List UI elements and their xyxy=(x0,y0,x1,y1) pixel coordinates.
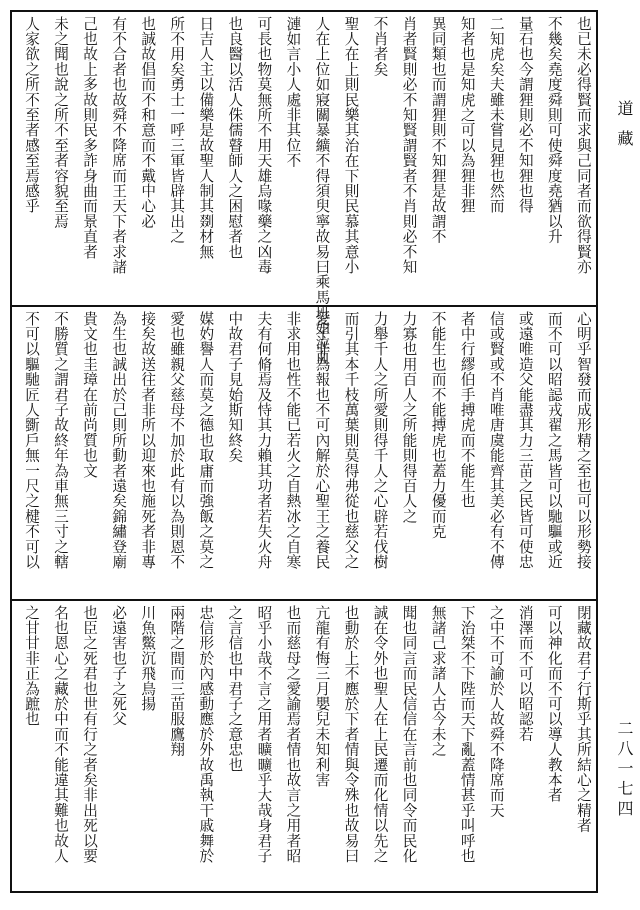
text-column: 不肖者矣 xyxy=(371,16,389,77)
text-column: 日吉人主以備樂是故聖人制其剟材無 xyxy=(197,16,215,260)
text-column: 可以神化而不可以導人教本者 xyxy=(545,605,563,803)
text-column: 聖人在上則民樂其治在下則民慕其意小 xyxy=(342,16,360,275)
text-column: 夫有何脩焉及恃其力賴其功者若失火舟 xyxy=(255,311,273,570)
text-column: 人家欲之所不至者感至焉感乎 xyxy=(23,16,40,214)
text-column: 消澤而不可以昭認若 xyxy=(516,605,534,742)
text-column: 川魚鱉沉飛鳥揚 xyxy=(139,605,157,712)
text-panel-middle xyxy=(12,305,596,599)
text-panel-bottom xyxy=(12,599,596,891)
column-group xyxy=(18,16,592,366)
text-column: 人在上位如寢關暴纊不得須臾寧故易曰乘馬班如泣血 xyxy=(313,16,331,366)
text-column: 閉藏故君子行斯乎其所結心之精者 xyxy=(574,605,592,833)
text-column: 貴文也圭璋在前尚質也文 xyxy=(81,311,99,479)
text-column: 非求用也性不能已若火之自熱冰之自寒 xyxy=(284,311,302,570)
text-column: 也臣之死君也世有行之者矣非出死以要 xyxy=(81,605,99,864)
text-column: 肖者賢則必不知賢謂賢者不肖則必不知 xyxy=(400,16,418,275)
column-group xyxy=(18,311,590,595)
text-column: 信或賢或不肖唯唐虞能齊其美必有不傳 xyxy=(487,311,505,570)
text-column: 不能生也而不能搏虎也蓋力優而克 xyxy=(429,311,447,539)
text-column: 有不合者也故舜不降席而王天下者求諸 xyxy=(110,16,128,275)
text-panel-top xyxy=(12,12,596,366)
text-column: 而引其本千枝萬葉則莫得弗從也慈父之 xyxy=(342,311,360,570)
text-column: 也良醫以活人侏儒瞽師人之困慰者也 xyxy=(226,16,244,260)
text-column: 者中行繆伯手搏虎而不能生也 xyxy=(458,311,476,509)
text-column: 力寡也用百人之所能則得百人之 xyxy=(400,311,418,524)
column-group xyxy=(18,605,590,887)
text-column: 之言信也中君子之意忠也 xyxy=(226,605,244,773)
text-column: 為生也誠出於己則所動者遠矣錦繡登廟 xyxy=(110,311,128,570)
collection-title: 道藏 xyxy=(615,100,634,160)
text-column: 兩階之間而三苗服鷹翔 xyxy=(168,605,186,757)
text-column: 不幾矣堯度舜則可使舜度堯猶以升 xyxy=(545,16,563,244)
text-column: 未之聞也說之所不至者容貌至焉 xyxy=(52,16,70,229)
text-column: 下治桀不下陛而天下亂蓋情甚乎叫呼也 xyxy=(458,605,476,864)
text-column: 心明乎智發而成形精之至也可以形勢接 xyxy=(574,311,592,570)
text-column: 也動於上不應於下者情與令殊也故易曰 xyxy=(342,605,360,864)
text-column: 己也故上多故則民多詐身曲而景直者 xyxy=(81,16,99,260)
text-column: 量石也今謂狸則必不知狸也得 xyxy=(516,16,534,214)
text-column: 異同類也而謂狸則不知狸是故謂不 xyxy=(429,16,447,244)
text-column: 之中不可諭於人故舜不降席而天 xyxy=(487,605,505,818)
text-column: 誠在令外也聖人在上民遷而化情以先之 xyxy=(371,605,389,864)
text-column: 或遠唯造父能盡其力三苗之民皆可使忠 xyxy=(516,311,534,570)
text-column: 而不可以昭誋戎翟之馬皆可以馳驅或近 xyxy=(545,311,563,570)
text-column: 接矣故送往者非所以迎來也施死者非專 xyxy=(139,311,157,570)
text-column: 也誠故倡而不和意而不戴中心必 xyxy=(139,16,157,229)
text-column: 力舉千人之所愛則得千人之心辟若伐樹 xyxy=(371,311,389,570)
page-frame xyxy=(10,10,598,893)
text-column: 忠信形於內感動應於外故禹執干戚舞於 xyxy=(197,605,215,864)
text-column: 名也恩心之藏於中而不能違其難也故人 xyxy=(52,605,70,864)
text-column: 昭乎小哉不言之用者曠曠乎大哉身君子 xyxy=(255,605,273,864)
text-column: 必遠害也子之死父 xyxy=(110,605,128,727)
page-number: 二八一七四 xyxy=(615,720,634,820)
text-column: 之甘甘非正為蹠也 xyxy=(23,605,40,727)
text-column: 也而慈母之愛諭焉者情也故言之用者昭 xyxy=(284,605,302,864)
text-column: 二知虎矣夫雖未嘗見狸也然而 xyxy=(487,16,505,214)
text-column: 愛子非為報也不可內解於心聖王之養民 xyxy=(313,311,331,570)
text-column: 可長也物莫無所不用天雄烏喙藥之凶毒 xyxy=(255,16,273,275)
text-column: 知者也是知虎之可以為狸非狸 xyxy=(458,16,476,214)
text-column: 不可以驅馳匠人斵戶無一尺之楗不可以 xyxy=(23,311,40,570)
text-column: 所不用矣勇士一呼三軍皆辟其出之 xyxy=(168,16,186,244)
text-column: 漣如言小人處非其位不 xyxy=(284,16,302,168)
text-column: 也已未必得賢而求與己同者而欲得賢亦 xyxy=(574,16,592,275)
text-column: 亢龍有悔三月嬰兒未知利害 xyxy=(313,605,331,788)
text-column: 聞也同言而民信信在言前也同令而民化 xyxy=(400,605,418,864)
text-column: 愛也雖親父慈母不加於此有以為則恩不 xyxy=(168,311,186,570)
text-column: 無諸己求諸人古今未之 xyxy=(429,605,447,757)
text-column: 中故君子見始斯知終矣 xyxy=(226,311,244,463)
text-column: 媒妁譽人而莫之德也取庸而強飯之莫之 xyxy=(197,311,215,570)
text-column: 不勝質之謂君子故終年為車無三寸之轄 xyxy=(52,311,70,570)
